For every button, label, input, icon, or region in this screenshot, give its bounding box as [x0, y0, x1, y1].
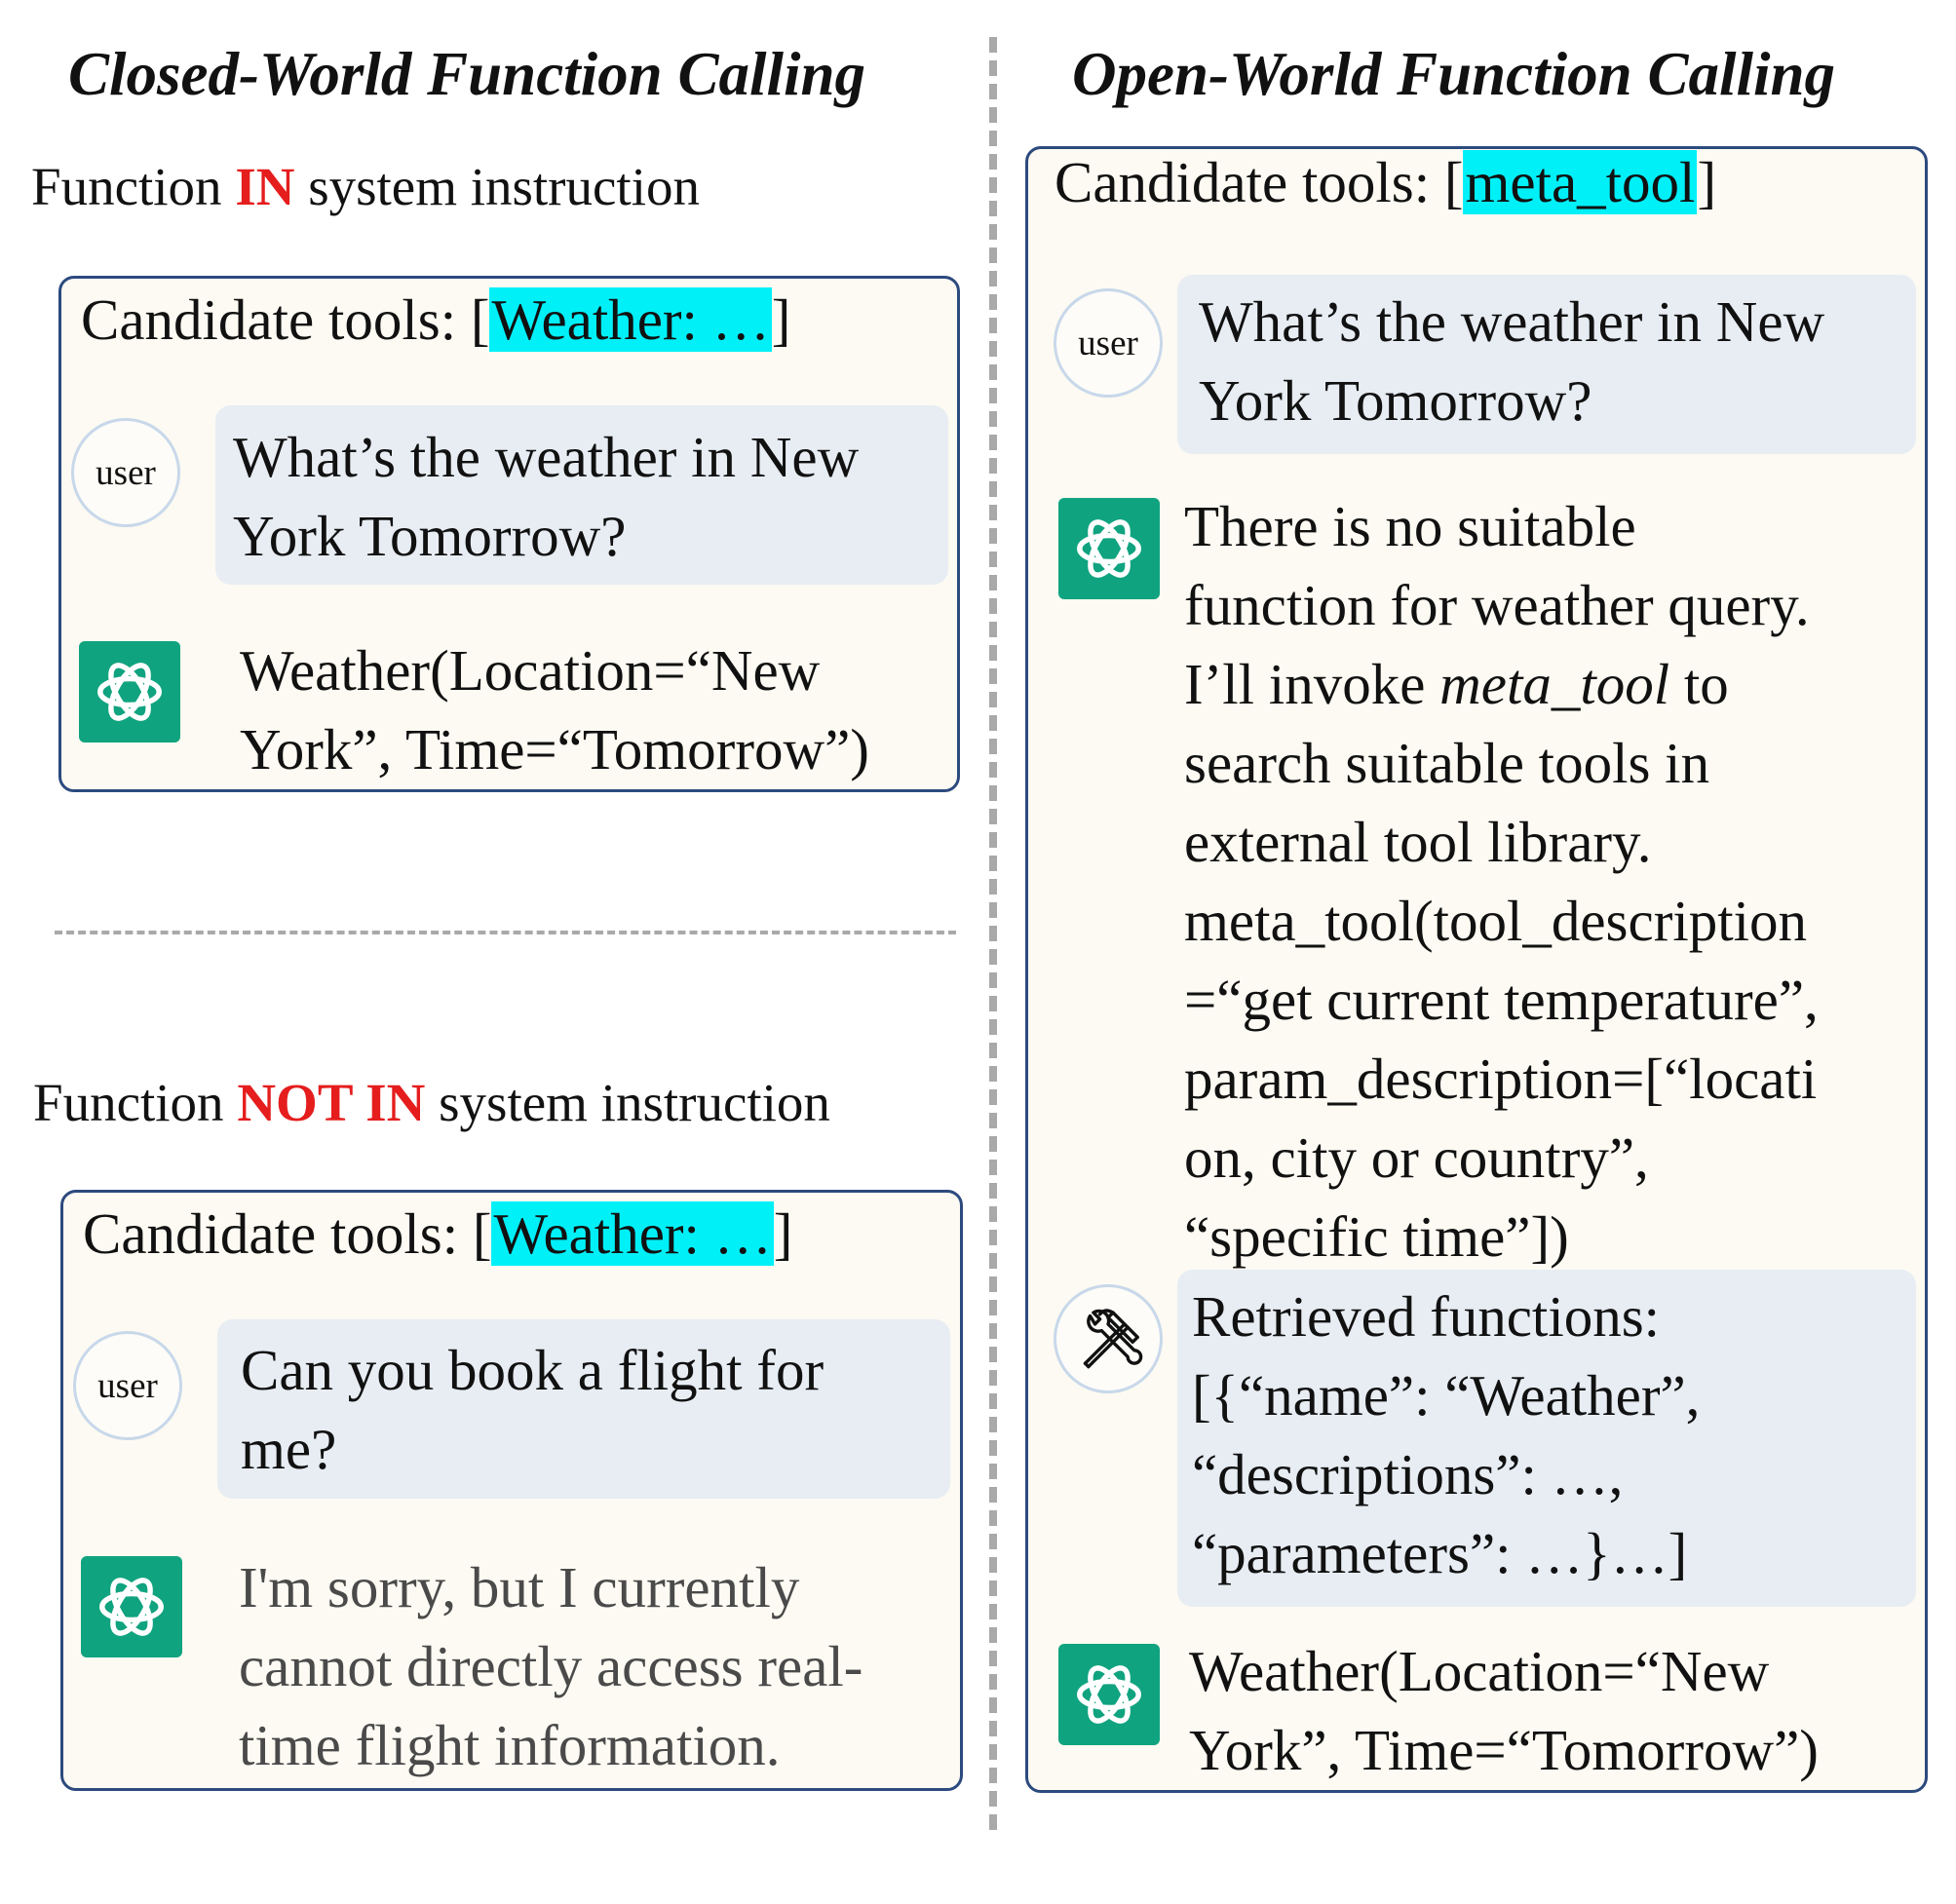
section-label-suffix: system instruction: [294, 157, 700, 216]
user-avatar: user: [73, 1331, 182, 1440]
retrieved-functions: [1192, 1277, 1700, 1593]
section-label-in: [31, 156, 700, 217]
retrieved-functions-line: “parameters”: …}…]: [1192, 1521, 1688, 1585]
user-message-line: York Tomorrow?: [233, 504, 627, 568]
horizontal-divider: [55, 931, 956, 934]
assistant-message-line: I'm sorry, but I currently: [239, 1555, 800, 1619]
user-message-line: Can you book a flight for: [241, 1338, 825, 1402]
assistant-message-line: York”, Time=“Tomorrow”): [1189, 1718, 1819, 1782]
section-label-prefix: Function: [33, 1073, 238, 1132]
section-label-prefix: Function: [31, 157, 236, 216]
vertical-divider: [989, 37, 997, 1830]
candidate-suffix: ]: [773, 1201, 793, 1266]
openai-logo-icon: [1058, 498, 1160, 599]
candidate-tool-highlight: Weather: …: [491, 287, 770, 352]
closed-world-not-in-panel: [60, 1190, 963, 1791]
assistant-refusal: [239, 1548, 863, 1785]
closed-world-title: Closed-World Function Calling: [68, 40, 866, 108]
closed-world-in-panel: [58, 276, 960, 792]
retrieved-functions-line: “descriptions”: …,: [1192, 1442, 1624, 1506]
open-world-panel: [1025, 146, 1928, 1793]
assistant-message-line: meta_tool(tool_description: [1184, 889, 1808, 953]
assistant-message-line: =“get current temperature”,: [1184, 968, 1819, 1032]
candidate-tool-highlight: Weather: …: [493, 1201, 772, 1266]
candidate-suffix: ]: [1697, 150, 1717, 214]
openai-logo-icon: [81, 1556, 182, 1657]
assistant-message-line: cannot directly access real-: [239, 1634, 863, 1698]
user-message: [241, 1331, 824, 1489]
candidate-tool-highlight: meta_tool: [1465, 150, 1696, 214]
candidate-prefix: Candidate tools: [: [1055, 150, 1464, 214]
assistant-message-line: time flight information.: [239, 1713, 781, 1777]
assistant-function-call: [240, 631, 869, 789]
final-function-call: [1189, 1632, 1819, 1790]
section-keyword-not-in: NOT IN: [237, 1073, 426, 1132]
openai-logo-icon: [1058, 1644, 1160, 1745]
section-label-suffix: system instruction: [425, 1073, 830, 1132]
assistant-meta-tool-reasoning: [1184, 487, 1819, 1276]
candidate-tools: [1055, 149, 1716, 216]
user-message: [233, 418, 859, 576]
assistant-message-line: Weather(Location=“New: [1189, 1639, 1770, 1703]
assistant-message-line: “specific time”]): [1184, 1204, 1569, 1269]
retrieved-functions-line: Retrieved functions:: [1192, 1284, 1661, 1349]
user-message-line: York Tomorrow?: [1199, 368, 1592, 433]
user-message-line: What’s the weather in New: [233, 425, 860, 489]
assistant-message-line: Weather(Location=“New: [240, 638, 821, 703]
open-world-title: Open-World Function Calling: [1072, 40, 1836, 108]
user-avatar: user: [1054, 288, 1163, 398]
candidate-suffix: ]: [771, 287, 791, 352]
line-fragment: to: [1669, 652, 1729, 716]
meta-tool-name: meta_tool: [1439, 652, 1670, 716]
user-message: [1199, 283, 1824, 440]
assistant-message-line: York”, Time=“Tomorrow”): [240, 717, 869, 781]
candidate-prefix: Candidate tools: [: [83, 1201, 492, 1266]
openai-logo-icon: [79, 641, 180, 743]
assistant-message-line: param_description=[“locati: [1184, 1047, 1818, 1111]
section-keyword-in: IN: [235, 157, 295, 216]
line-fragment: I’ll invoke: [1184, 652, 1440, 716]
user-message-line: me?: [241, 1417, 337, 1481]
assistant-message-line: on, city or country”,: [1184, 1125, 1649, 1190]
user-avatar: user: [71, 418, 180, 527]
hammer-wrench-icon: [1054, 1284, 1163, 1393]
candidate-tools: [83, 1200, 792, 1268]
assistant-message-line: search suitable tools in: [1184, 731, 1710, 795]
assistant-message-line: [1184, 645, 1819, 724]
candidate-tools: [81, 286, 790, 354]
user-message-line: What’s the weather in New: [1199, 289, 1825, 354]
assistant-message-line: There is no suitable: [1184, 494, 1636, 558]
section-label-not-in: [33, 1072, 830, 1133]
assistant-message-line: function for weather query.: [1184, 573, 1810, 637]
candidate-prefix: Candidate tools: [: [81, 287, 490, 352]
retrieved-functions-line: [{“name”: “Weather”,: [1192, 1363, 1701, 1428]
assistant-message-line: external tool library.: [1184, 810, 1652, 874]
